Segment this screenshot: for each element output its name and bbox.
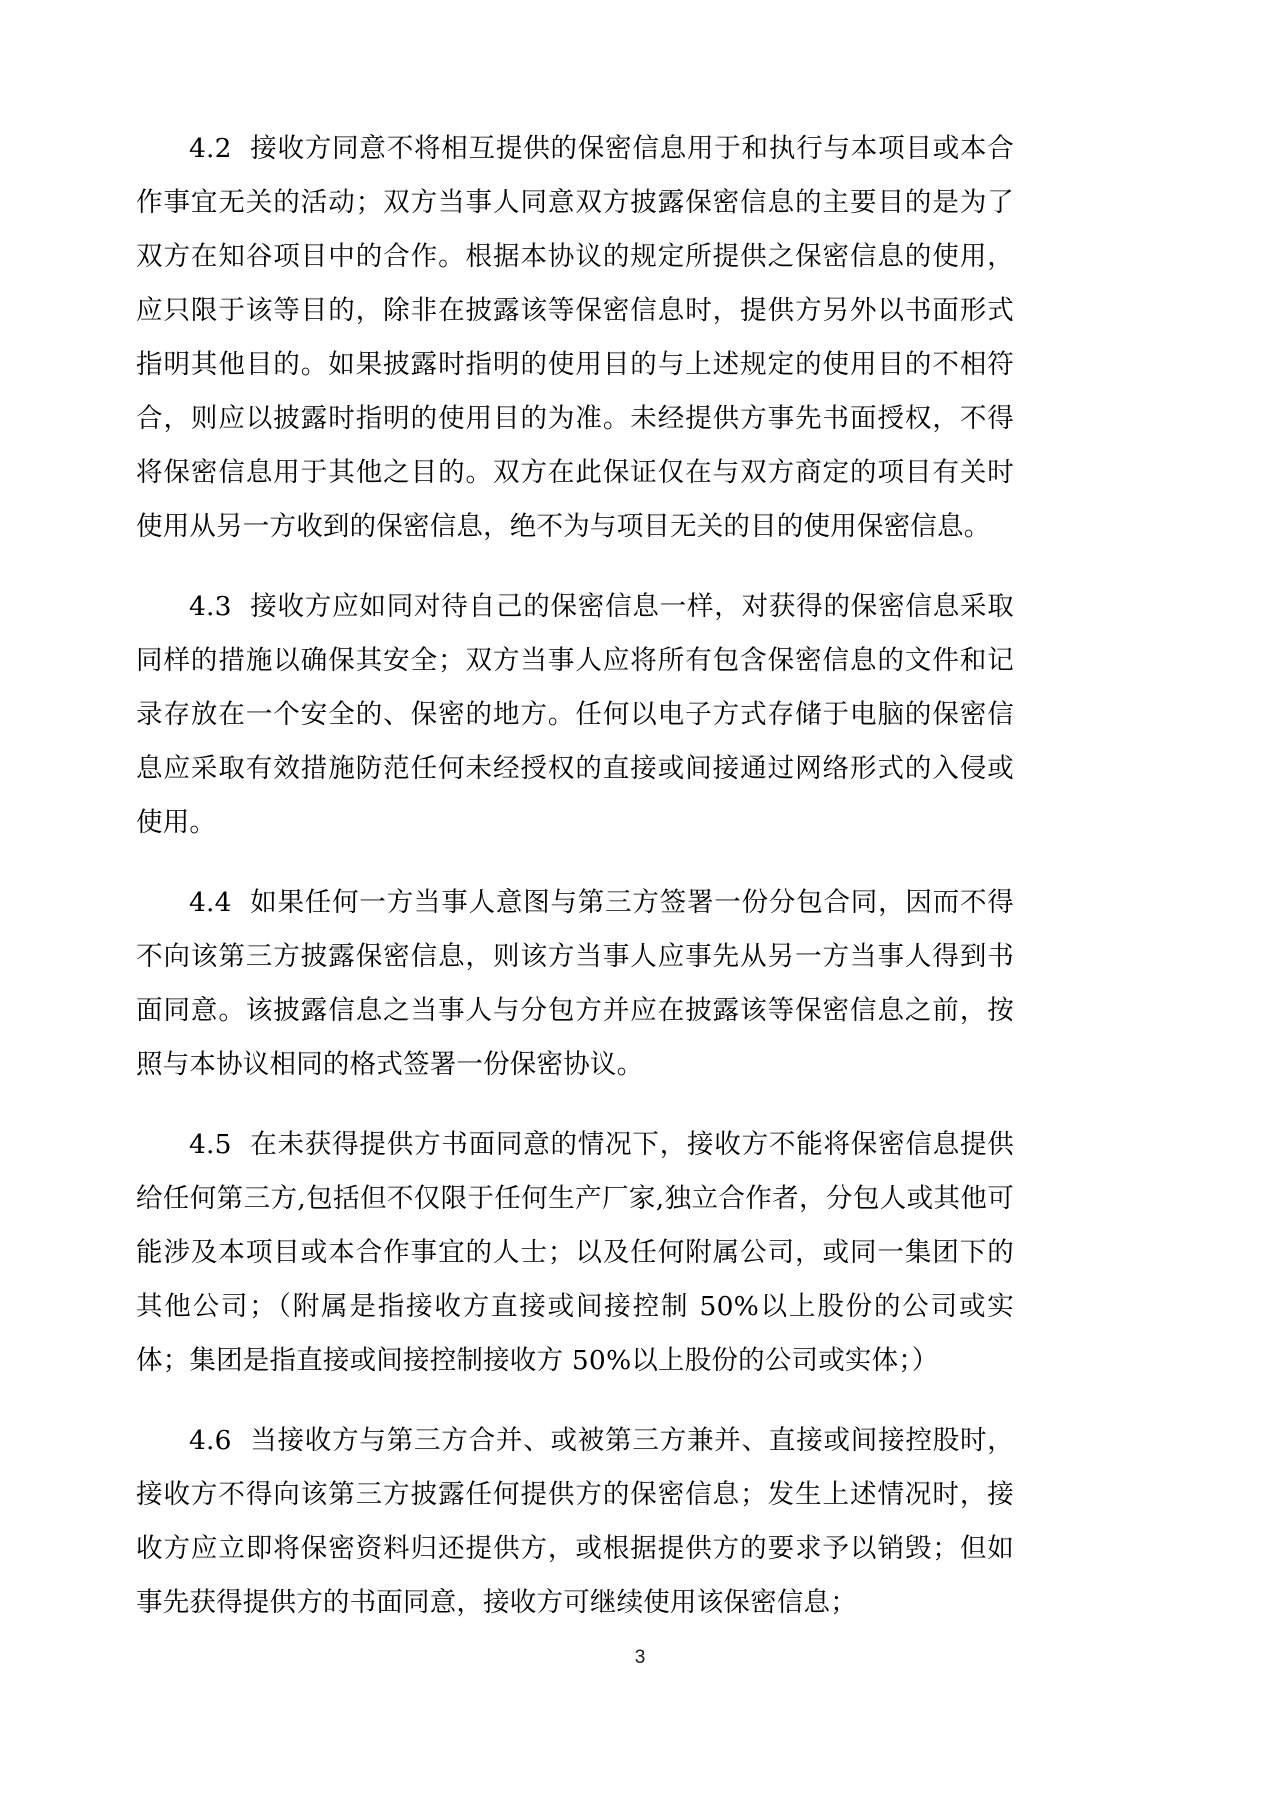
clause-text-4-5: 在未获得提供方书面同意的情况下，接收方不能将保密信息提供给任何第三方,包括但不仅限于任何生产厂家,独立合作者，分包人或其他可能涉及本项目或本合作事宜的人士；以及任何附属公司，或同一集团下的其他公司；（附属是指接收方直接或间接控制 50%以上股份的公司或实体；集团是指直接或间接控制接收方 50%以上股份的公司或实体；） [136, 1129, 1014, 1376]
clause-number-4-4: 4.4 [189, 887, 232, 918]
clause-text-4-6: 当接收方与第三方合并、或被第三方兼并、直接或间接控股时，接收方不得向该第三方披露任何提供方的保密信息；发生上述情况时，接收方应立即将保密资料归还提供方，或根据提供方的要求予以销毁；但如事先获得提供方的书面同意，接收方可继续使用该保密信息； [136, 1425, 1014, 1618]
clause-text-4-2: 接收方同意不将相互提供的保密信息用于和执行与本项目或本合作事宜无关的活动；双方当事人同意双方披露保密信息的主要目的是为了双方在知谷项目中的合作。根据本协议的规定所提供之保密信息的使用，应只限于该等目的，除非在披露该等保密信息时，提供方另外以书面形式指明其他目的。如果披露时指明的使用目的与上述规定的使用目的不相符合，则应以披露时指明的使用目的为准。未经提供方事先书面授权，不得将保密信息用于其他之目的。双方在此保证仅在与双方商定的项目有关时使用从另一方收到的保密信息，绝不为与项目无关的目的使用保密信息。 [136, 133, 1014, 542]
clause-paragraph-4-2 [136, 122, 1014, 554]
clause-number-4-2: 4.2 [189, 133, 232, 164]
clause-text-4-4: 如果任何一方当事人意图与第三方签署一份分包合同，因而不得不向该第三方披露保密信息，则该方当事人应事先从另一方当事人得到书面同意。该披露信息之当事人与分包方并应在披露该等保密信息之前，按照与本协议相同的格式签署一份保密协议。 [136, 887, 1014, 1080]
clause-paragraph-4-3 [136, 580, 1014, 850]
clause-paragraph-4-6 [136, 1414, 1014, 1630]
clause-number-4-3: 4.3 [189, 591, 232, 622]
clause-paragraph-4-4 [136, 876, 1014, 1092]
page-footer [0, 1648, 1280, 1667]
clause-number-4-6: 4.6 [189, 1425, 232, 1456]
clause-number-4-5: 4.5 [189, 1129, 232, 1160]
clause-paragraph-4-5 [136, 1118, 1014, 1388]
clause-text-4-3: 接收方应如同对待自己的保密信息一样，对获得的保密信息采取同样的措施以确保其安全；双方当事人应将所有包含保密信息的文件和记录存放在一个安全的、保密的地方。任何以电子方式存储于电脑的保密信息应采取有效措施防范任何未经授权的直接或间接通过网络形式的入侵或使用。 [136, 591, 1014, 838]
document-body [136, 122, 1014, 1630]
page-number: 3 [634, 1647, 646, 1668]
